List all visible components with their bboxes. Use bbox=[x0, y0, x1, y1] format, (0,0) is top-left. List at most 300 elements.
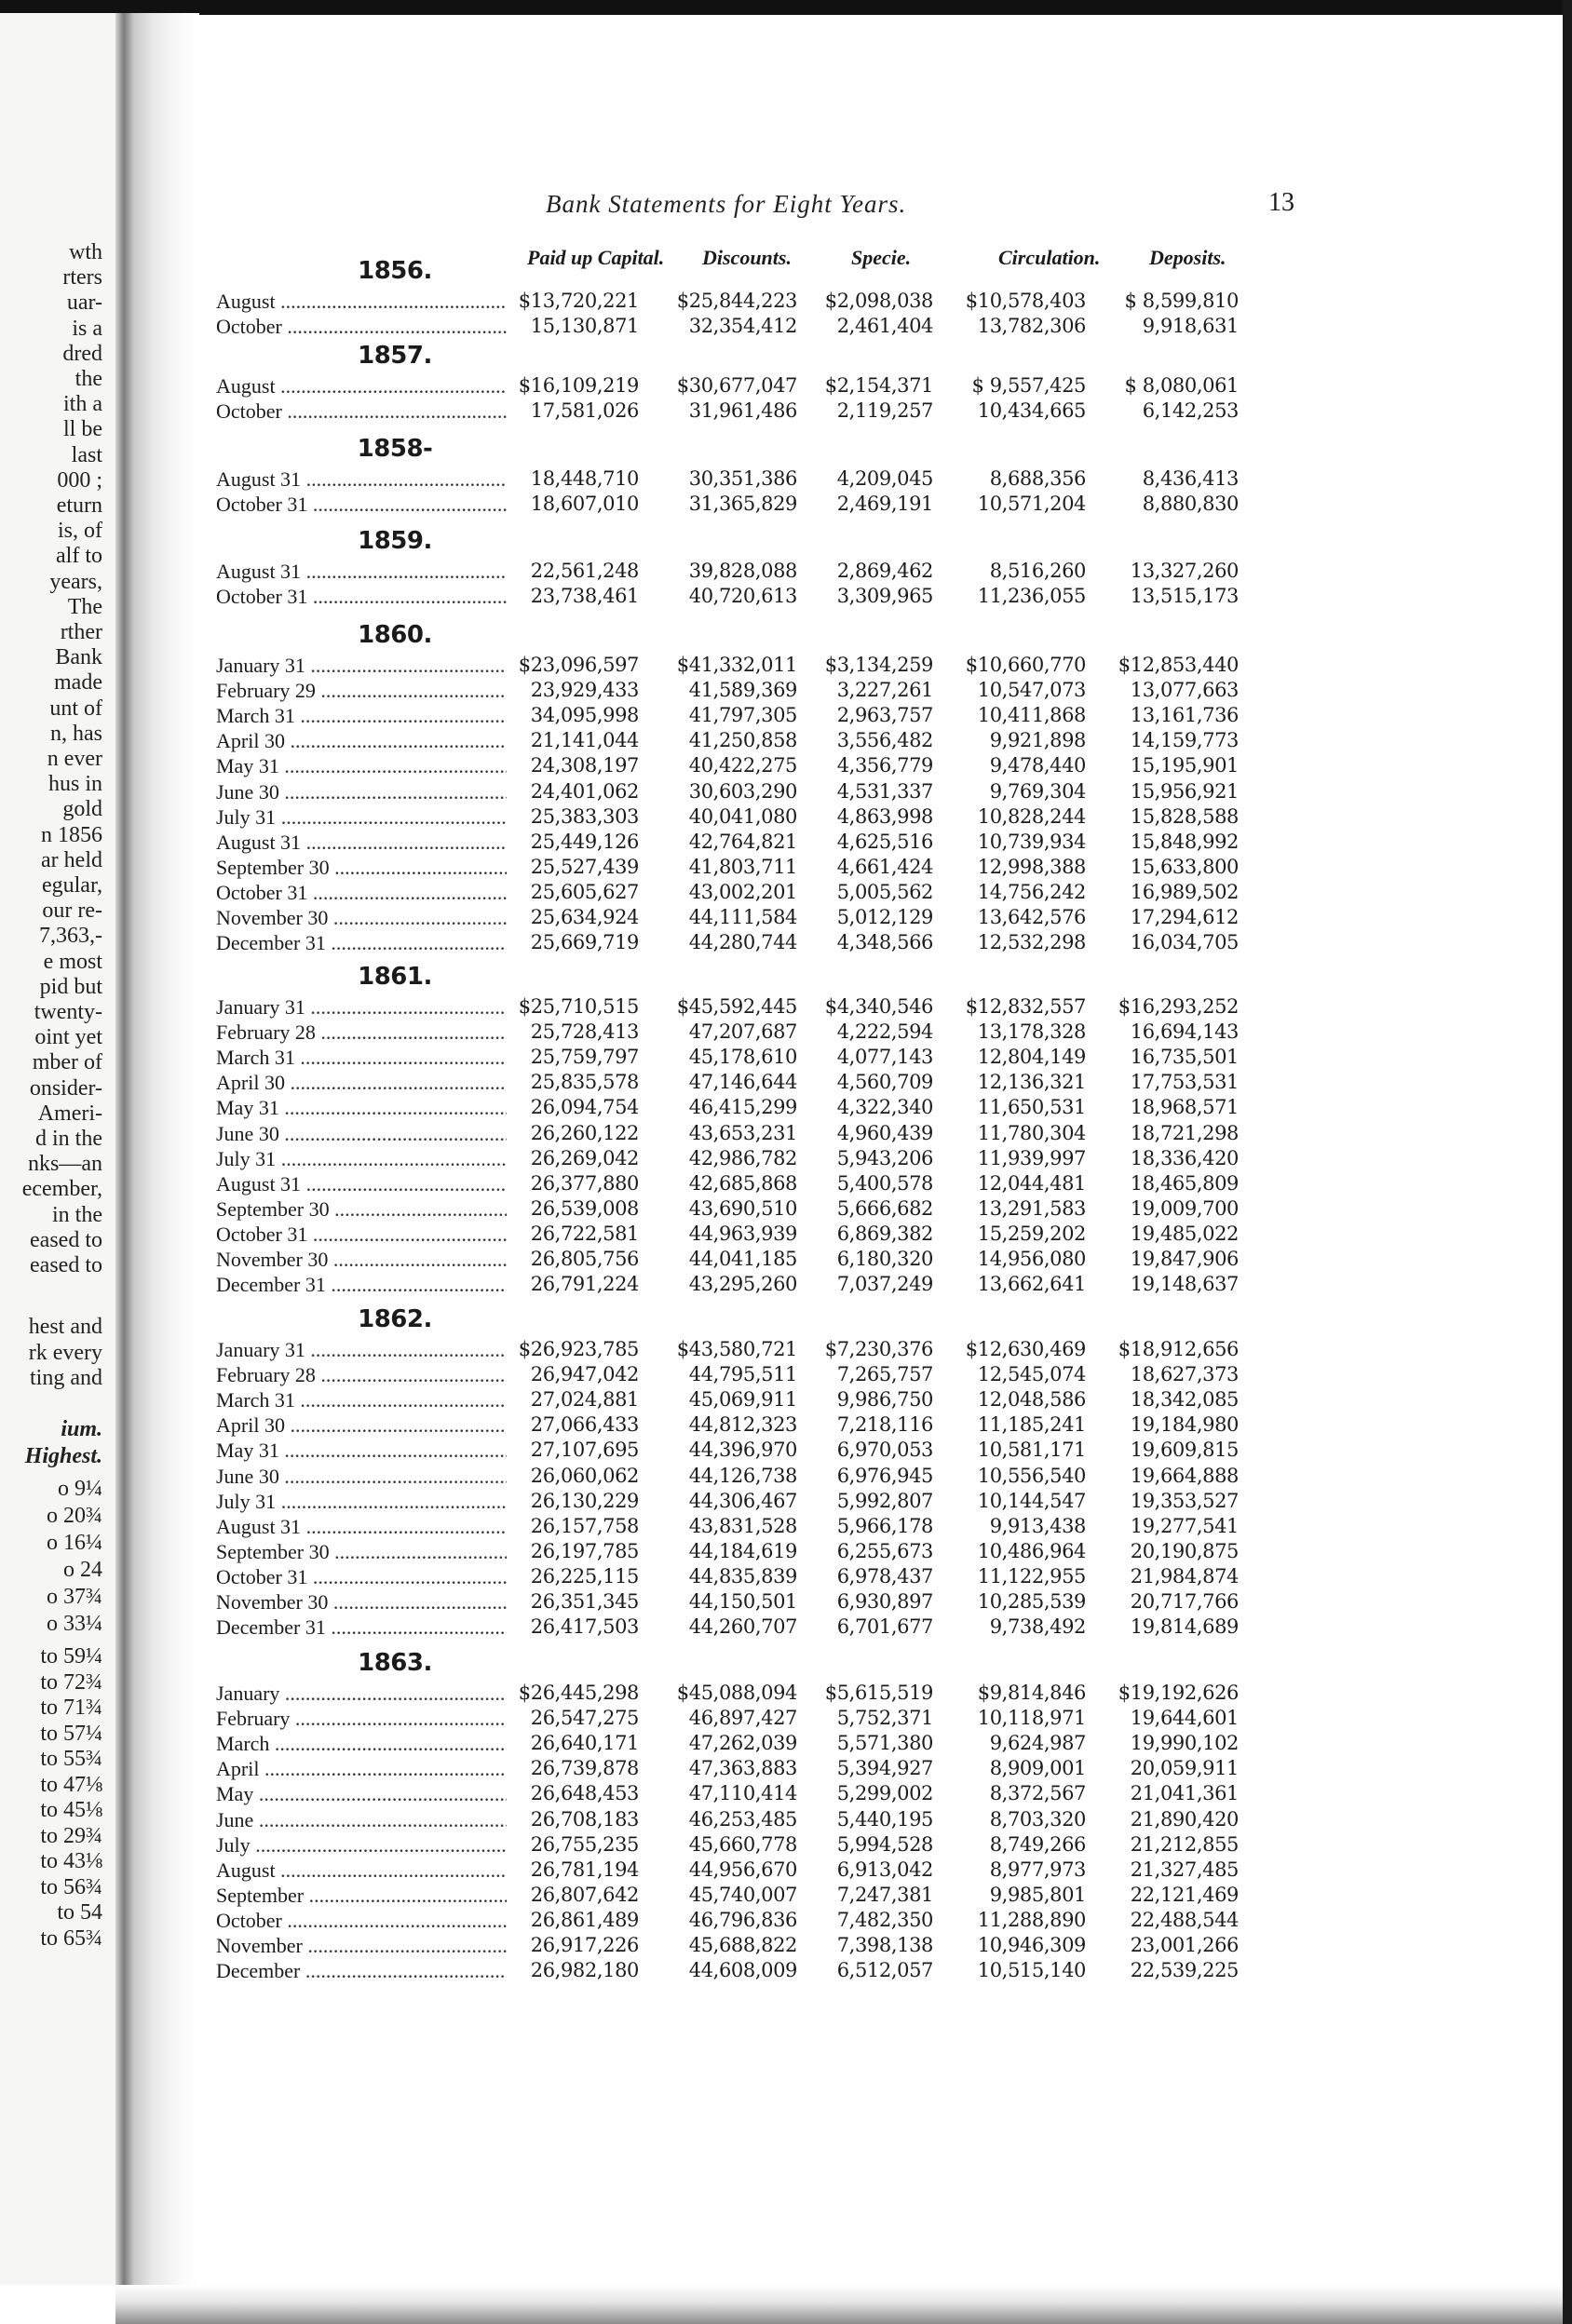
specie-value: 5,005,562 bbox=[836, 880, 933, 903]
facing-page-text: n ever bbox=[47, 747, 102, 771]
capital-value: 26,351,345 bbox=[530, 1590, 639, 1613]
circulation-value: 10,411,868 bbox=[977, 704, 1086, 727]
specie-value: 7,037,249 bbox=[836, 1273, 933, 1296]
row-date-label: May 31 ..... bbox=[216, 1095, 507, 1120]
deposits-value: 18,342,085 bbox=[1130, 1388, 1239, 1412]
specie-value: 2,469,191 bbox=[836, 493, 933, 516]
facing-page-text: oint yet bbox=[34, 1025, 102, 1050]
specie-value: 6,976,945 bbox=[836, 1464, 933, 1487]
table-row bbox=[199, 1337, 1559, 1362]
circulation-value: 12,532,298 bbox=[977, 931, 1086, 954]
circulation-value: 14,756,242 bbox=[977, 880, 1086, 903]
column-header-deposits: Deposits. bbox=[1149, 246, 1226, 269]
deposits-value: 19,664,888 bbox=[1130, 1464, 1239, 1487]
deposits-value: 15,195,901 bbox=[1130, 754, 1239, 777]
capital-value: 25,605,627 bbox=[530, 880, 639, 903]
specie-value: 6,869,382 bbox=[836, 1222, 933, 1245]
circulation-value: 12,804,149 bbox=[977, 1046, 1086, 1069]
table-row bbox=[199, 1883, 1559, 1908]
capital-value: 26,547,275 bbox=[530, 1707, 639, 1730]
specie-value: 7,265,757 bbox=[836, 1363, 933, 1386]
running-title: Bank Statements for Eight Years. bbox=[546, 190, 907, 218]
table-row bbox=[199, 1070, 1559, 1095]
row-date-label: September 30 ..... bbox=[216, 1196, 507, 1222]
facing-page-text: The bbox=[67, 594, 102, 619]
deposits-value: 16,694,143 bbox=[1130, 1020, 1239, 1044]
facing-page-text: o 9¼ bbox=[58, 1477, 102, 1501]
deposits-value: 19,277,541 bbox=[1130, 1514, 1239, 1537]
deposits-value: 13,161,736 bbox=[1130, 704, 1239, 727]
discounts-value: 44,150,501 bbox=[688, 1590, 797, 1613]
capital-value: 26,982,180 bbox=[530, 1959, 639, 1982]
facing-page-text: eased to bbox=[30, 1253, 102, 1277]
deposits-value: 20,717,766 bbox=[1130, 1590, 1239, 1613]
circulation-value: 11,650,531 bbox=[977, 1096, 1086, 1119]
facing-page-text: unt of bbox=[49, 696, 102, 721]
discounts-value: 46,415,299 bbox=[688, 1096, 797, 1119]
capital-value: $25,710,515 bbox=[518, 995, 639, 1018]
deposits-value: 17,753,531 bbox=[1130, 1071, 1239, 1094]
discounts-value: 41,803,711 bbox=[688, 855, 797, 878]
row-date-label: April 30 ..... bbox=[216, 1412, 507, 1438]
row-date-label: August 31 ..... bbox=[216, 1171, 507, 1196]
year-heading: 1860. bbox=[358, 621, 432, 649]
discounts-value: 44,795,511 bbox=[688, 1363, 797, 1386]
row-date-label: March ..... bbox=[216, 1731, 507, 1756]
discounts-value: 39,828,088 bbox=[688, 560, 797, 582]
specie-value: 4,863,998 bbox=[836, 804, 933, 828]
capital-value: $16,109,219 bbox=[518, 374, 639, 397]
discounts-value: 47,207,687 bbox=[688, 1020, 797, 1044]
capital-value: 26,805,756 bbox=[530, 1248, 639, 1270]
row-date-label: October ..... bbox=[216, 1908, 507, 1933]
facing-page-text: rther bbox=[60, 620, 102, 644]
capital-value: 24,401,062 bbox=[530, 779, 639, 803]
discounts-value: 43,002,201 bbox=[688, 880, 797, 903]
column-header-discounts: Discounts. bbox=[702, 246, 792, 269]
discounts-value: 47,146,644 bbox=[688, 1071, 797, 1094]
circulation-value: 8,703,320 bbox=[989, 1807, 1086, 1831]
discounts-value: 44,956,670 bbox=[688, 1858, 797, 1881]
specie-value: 2,119,257 bbox=[836, 399, 933, 423]
deposits-value: 21,327,485 bbox=[1130, 1858, 1239, 1881]
circulation-value: 10,486,964 bbox=[977, 1539, 1086, 1562]
deposits-value: 13,515,173 bbox=[1130, 585, 1239, 608]
table-row bbox=[199, 1514, 1559, 1539]
table-row bbox=[199, 994, 1559, 1020]
row-date-label: March 31 ..... bbox=[216, 1045, 507, 1070]
facing-page-text: mber of bbox=[32, 1050, 102, 1075]
deposits-value: 6,142,253 bbox=[1142, 399, 1239, 423]
deposits-value: 20,059,911 bbox=[1130, 1757, 1239, 1780]
row-date-label: February ..... bbox=[216, 1706, 507, 1731]
specie-value: 6,913,042 bbox=[836, 1858, 933, 1881]
deposits-value: 23,001,266 bbox=[1130, 1934, 1239, 1956]
facing-page-text: eturn bbox=[56, 493, 102, 518]
row-date-label: July ..... bbox=[216, 1832, 507, 1858]
capital-value: $13,720,221 bbox=[518, 290, 639, 312]
deposits-value: $16,293,252 bbox=[1118, 995, 1239, 1018]
table-row bbox=[199, 703, 1559, 728]
discounts-value: 41,797,305 bbox=[688, 704, 797, 727]
facing-page-text: years, bbox=[49, 569, 102, 594]
row-date-label: August 31 ..... bbox=[216, 466, 507, 492]
deposits-value: 15,828,588 bbox=[1130, 804, 1239, 828]
row-date-label: October 31 ..... bbox=[216, 1564, 507, 1589]
table-row bbox=[199, 1933, 1559, 1958]
discounts-value: 45,178,610 bbox=[688, 1046, 797, 1069]
discounts-value: 43,295,260 bbox=[688, 1273, 797, 1296]
capital-value: 26,130,229 bbox=[530, 1489, 639, 1512]
capital-value: 25,449,126 bbox=[530, 830, 639, 853]
specie-value: 4,348,566 bbox=[836, 931, 933, 954]
table-row bbox=[199, 1731, 1559, 1756]
discounts-value: 47,262,039 bbox=[688, 1732, 797, 1755]
table-row bbox=[199, 1706, 1559, 1731]
circulation-value: 10,515,140 bbox=[977, 1959, 1086, 1982]
specie-value: 3,309,965 bbox=[836, 585, 933, 608]
table-row bbox=[199, 1196, 1559, 1222]
facing-page-text: ium. bbox=[61, 1417, 102, 1441]
specie-value: 5,400,578 bbox=[836, 1171, 933, 1195]
facing-page-text: ll be bbox=[63, 417, 102, 442]
table-row bbox=[199, 678, 1559, 703]
deposits-value: 21,212,855 bbox=[1130, 1832, 1239, 1856]
capital-value: 26,947,042 bbox=[530, 1363, 639, 1386]
circulation-value: 13,291,583 bbox=[977, 1196, 1086, 1220]
facing-page-text: nks—an bbox=[28, 1152, 102, 1177]
table-row bbox=[199, 1146, 1559, 1171]
table-row bbox=[199, 1539, 1559, 1564]
circulation-value: 11,288,890 bbox=[977, 1908, 1086, 1931]
capital-value: 25,759,797 bbox=[530, 1046, 639, 1069]
row-date-label: May ..... bbox=[216, 1781, 507, 1806]
capital-value: 26,781,194 bbox=[530, 1858, 639, 1881]
row-date-label: October ..... bbox=[216, 314, 507, 339]
row-date-label: November ..... bbox=[216, 1933, 507, 1958]
capital-value: 22,561,248 bbox=[530, 560, 639, 582]
discounts-value: 31,961,486 bbox=[688, 399, 797, 423]
table-row bbox=[199, 905, 1559, 930]
circulation-value: $12,630,469 bbox=[965, 1338, 1086, 1360]
circulation-value: 10,556,540 bbox=[977, 1464, 1086, 1487]
facing-page-text: to 45⅛ bbox=[40, 1798, 102, 1822]
row-date-label: October 31 ..... bbox=[216, 880, 507, 905]
deposits-value: $ 8,599,810 bbox=[1124, 290, 1239, 312]
specie-value: 6,978,437 bbox=[836, 1564, 933, 1588]
discounts-value: 45,069,911 bbox=[688, 1388, 797, 1412]
facing-page-text: rters bbox=[62, 265, 102, 290]
table-row bbox=[199, 1589, 1559, 1615]
facing-page-text: to 59¼ bbox=[40, 1644, 102, 1669]
column-header-specie: Specie. bbox=[851, 246, 912, 269]
deposits-value: 18,627,373 bbox=[1130, 1363, 1239, 1386]
row-date-label: January 31 ..... bbox=[216, 653, 507, 678]
table-row bbox=[199, 1412, 1559, 1438]
discounts-value: 42,764,821 bbox=[688, 830, 797, 853]
discounts-value: 47,110,414 bbox=[688, 1782, 797, 1805]
specie-value: 4,531,337 bbox=[836, 779, 933, 803]
circulation-value: 9,921,898 bbox=[989, 729, 1086, 752]
circulation-value: $10,578,403 bbox=[965, 290, 1086, 312]
table-row bbox=[199, 1756, 1559, 1781]
circulation-value: 9,738,492 bbox=[989, 1615, 1086, 1639]
deposits-value: 19,644,601 bbox=[1130, 1707, 1239, 1730]
specie-value: $2,154,371 bbox=[824, 374, 933, 397]
circulation-value: 10,828,244 bbox=[977, 804, 1086, 828]
facing-page-text: to 54 bbox=[57, 1900, 102, 1925]
circulation-value: 10,571,204 bbox=[977, 493, 1086, 516]
deposits-value: 14,159,773 bbox=[1130, 729, 1239, 752]
capital-value: 26,708,183 bbox=[530, 1807, 639, 1831]
discounts-value: 46,253,485 bbox=[688, 1807, 797, 1831]
discounts-value: 44,184,619 bbox=[688, 1539, 797, 1562]
specie-value: 4,077,143 bbox=[836, 1046, 933, 1069]
table-row bbox=[199, 584, 1559, 609]
row-date-label: March 31 ..... bbox=[216, 1387, 507, 1412]
table-row bbox=[199, 753, 1559, 778]
deposits-value: 16,989,502 bbox=[1130, 880, 1239, 903]
circulation-value: 12,998,388 bbox=[977, 855, 1086, 878]
specie-value: $4,340,546 bbox=[824, 995, 933, 1018]
facing-page-text: Highest. bbox=[24, 1444, 102, 1468]
row-date-label: August 31 ..... bbox=[216, 559, 507, 584]
capital-value: 25,634,924 bbox=[530, 906, 639, 928]
capital-value: 23,738,461 bbox=[530, 585, 639, 608]
discounts-value: 46,796,836 bbox=[688, 1908, 797, 1931]
deposits-value: 19,847,906 bbox=[1130, 1248, 1239, 1270]
row-date-label: July 31 ..... bbox=[216, 804, 507, 830]
table-row bbox=[199, 1464, 1559, 1489]
table-row bbox=[199, 779, 1559, 804]
year-heading: 1863. bbox=[358, 1649, 432, 1677]
table-row bbox=[199, 1222, 1559, 1247]
facing-page-text: pid but bbox=[39, 974, 102, 999]
circulation-value: 10,434,665 bbox=[977, 399, 1086, 423]
circulation-value: 10,739,934 bbox=[977, 830, 1086, 853]
specie-value: 4,661,424 bbox=[836, 855, 933, 878]
capital-value: 26,539,008 bbox=[530, 1196, 639, 1220]
capital-value: 21,141,044 bbox=[530, 729, 639, 752]
year-heading: 1857. bbox=[358, 342, 432, 370]
specie-value: 5,992,807 bbox=[836, 1489, 933, 1512]
discounts-value: $45,088,094 bbox=[676, 1682, 797, 1704]
circulation-value: $9,814,846 bbox=[977, 1682, 1086, 1704]
facing-page-text: to 47⅛ bbox=[40, 1772, 102, 1797]
deposits-value: 15,848,992 bbox=[1130, 830, 1239, 853]
circulation-value: 8,688,356 bbox=[989, 467, 1086, 490]
circulation-value: 11,939,997 bbox=[977, 1146, 1086, 1169]
deposits-value: $18,912,656 bbox=[1118, 1338, 1239, 1360]
deposits-value: 21,041,361 bbox=[1130, 1782, 1239, 1805]
year-heading: 1861. bbox=[358, 963, 432, 991]
circulation-value: $10,660,770 bbox=[965, 654, 1086, 676]
deposits-value: 19,485,022 bbox=[1130, 1222, 1239, 1245]
row-date-label: June 30 ..... bbox=[216, 779, 507, 804]
facing-page-text: to 43⅛ bbox=[40, 1849, 102, 1873]
year-heading: 1858- bbox=[357, 435, 433, 463]
table-row bbox=[199, 1387, 1559, 1412]
circulation-value: 9,624,987 bbox=[989, 1732, 1086, 1755]
facing-page-text: is, of bbox=[58, 519, 102, 544]
facing-page-text: dred bbox=[62, 341, 102, 366]
facing-page-text: wth bbox=[69, 240, 102, 264]
facing-page-fragment bbox=[0, 13, 116, 2285]
table-row bbox=[199, 1020, 1559, 1045]
deposits-value: $12,853,440 bbox=[1118, 654, 1239, 676]
facing-page-text: ecember, bbox=[21, 1177, 102, 1202]
discounts-value: $41,332,011 bbox=[676, 654, 797, 676]
row-date-label: January ..... bbox=[216, 1681, 507, 1706]
facing-page-text: is a bbox=[72, 316, 102, 341]
circulation-value: 12,136,321 bbox=[977, 1071, 1086, 1094]
capital-value: $26,445,298 bbox=[518, 1682, 639, 1704]
capital-value: 26,157,758 bbox=[530, 1514, 639, 1537]
specie-value: 5,994,528 bbox=[836, 1832, 933, 1856]
circulation-value: 10,581,171 bbox=[977, 1439, 1086, 1462]
discounts-value: 42,986,782 bbox=[688, 1146, 797, 1169]
table-row bbox=[199, 1858, 1559, 1883]
capital-value: 26,791,224 bbox=[530, 1273, 639, 1296]
specie-value: 3,556,482 bbox=[836, 729, 933, 752]
facing-page-text: o 33¼ bbox=[47, 1612, 102, 1636]
circulation-value: 14,956,080 bbox=[977, 1248, 1086, 1270]
specie-value: 5,966,178 bbox=[836, 1514, 933, 1537]
capital-value: 15,130,871 bbox=[530, 315, 639, 338]
row-date-label: July 31 ..... bbox=[216, 1146, 507, 1171]
discounts-value: 44,963,939 bbox=[688, 1222, 797, 1245]
circulation-value: 11,185,241 bbox=[977, 1413, 1086, 1437]
table-row bbox=[199, 289, 1559, 314]
facing-page-text: last bbox=[71, 442, 102, 467]
facing-page-text: ting and bbox=[30, 1366, 102, 1390]
facing-page-text: eased to bbox=[30, 1227, 102, 1252]
discounts-value: 30,351,386 bbox=[688, 467, 797, 490]
specie-value: 5,299,002 bbox=[836, 1782, 933, 1805]
specie-value: 7,247,381 bbox=[836, 1883, 933, 1906]
table-row bbox=[199, 492, 1559, 517]
row-date-label: September ..... bbox=[216, 1883, 507, 1908]
row-date-label: July 31 ..... bbox=[216, 1489, 507, 1514]
capital-value: 26,417,503 bbox=[530, 1615, 639, 1639]
circulation-value: $12,832,557 bbox=[965, 995, 1086, 1018]
row-date-label: June ..... bbox=[216, 1807, 507, 1832]
discounts-value: 45,660,778 bbox=[688, 1832, 797, 1856]
row-date-label: November 30 ..... bbox=[216, 1247, 507, 1272]
discounts-value: 32,354,412 bbox=[688, 315, 797, 338]
scan-right-edge bbox=[1563, 0, 1572, 2324]
facing-page-text: n 1856 bbox=[41, 822, 102, 847]
book-page bbox=[199, 13, 1559, 2248]
capital-value: $26,923,785 bbox=[518, 1338, 639, 1360]
deposits-value: 18,721,298 bbox=[1130, 1121, 1239, 1144]
circulation-value: 11,780,304 bbox=[977, 1121, 1086, 1144]
specie-value: 6,930,897 bbox=[836, 1590, 933, 1613]
table-row bbox=[199, 855, 1559, 880]
discounts-value: 41,589,369 bbox=[688, 679, 797, 702]
facing-page-text: Ameri- bbox=[37, 1101, 102, 1126]
facing-page-text: d in the bbox=[35, 1127, 102, 1151]
row-date-label: August 31 ..... bbox=[216, 830, 507, 855]
circulation-value: 8,977,973 bbox=[989, 1858, 1086, 1881]
row-date-label: October 31 ..... bbox=[216, 1222, 507, 1247]
circulation-value: 8,372,567 bbox=[989, 1782, 1086, 1805]
facing-page-text: uar- bbox=[66, 290, 102, 316]
discounts-value: $45,592,445 bbox=[676, 995, 797, 1018]
row-date-label: February 28 ..... bbox=[216, 1020, 507, 1045]
deposits-value: $19,192,626 bbox=[1118, 1682, 1239, 1704]
circulation-value: 9,985,801 bbox=[989, 1883, 1086, 1906]
page-number: 13 bbox=[1268, 188, 1294, 217]
discounts-value: 44,041,185 bbox=[688, 1248, 797, 1270]
deposits-value: 22,488,544 bbox=[1130, 1908, 1239, 1931]
table-row bbox=[199, 1362, 1559, 1387]
discounts-value: 47,363,883 bbox=[688, 1757, 797, 1780]
specie-value: 2,869,462 bbox=[836, 560, 933, 582]
row-date-label: August ..... bbox=[216, 289, 507, 314]
deposits-value: 19,814,689 bbox=[1130, 1615, 1239, 1639]
row-date-label: February 28 ..... bbox=[216, 1362, 507, 1387]
year-heading: 1859. bbox=[358, 527, 432, 555]
circulation-value: $ 9,557,425 bbox=[971, 374, 1086, 397]
facing-page-text: o 24 bbox=[63, 1558, 102, 1582]
specie-value: 6,970,053 bbox=[836, 1439, 933, 1462]
deposits-value: 19,009,700 bbox=[1130, 1196, 1239, 1220]
facing-page-text: egular, bbox=[41, 873, 102, 898]
discounts-value: $30,677,047 bbox=[676, 374, 797, 397]
deposits-value: $ 8,080,061 bbox=[1124, 374, 1239, 397]
row-date-label: December 31 ..... bbox=[216, 1615, 507, 1640]
circulation-value: 13,642,576 bbox=[977, 906, 1086, 928]
row-date-label: December 31 ..... bbox=[216, 930, 507, 955]
capital-value: 26,269,042 bbox=[530, 1146, 639, 1169]
facing-page-text: in the bbox=[52, 1202, 102, 1227]
specie-value: 4,209,045 bbox=[836, 467, 933, 490]
table-row bbox=[199, 314, 1559, 339]
row-date-label: December 31 ..... bbox=[216, 1272, 507, 1297]
discounts-value: 43,653,231 bbox=[688, 1121, 797, 1144]
capital-value: 18,448,710 bbox=[530, 467, 639, 490]
specie-value: 5,943,206 bbox=[836, 1146, 933, 1169]
facing-page-text: to 72¾ bbox=[40, 1669, 102, 1695]
table-row bbox=[199, 1095, 1559, 1120]
discounts-value: 44,812,323 bbox=[688, 1413, 797, 1437]
circulation-value: 8,516,260 bbox=[989, 560, 1086, 582]
capital-value: 25,728,413 bbox=[530, 1020, 639, 1044]
discounts-value: 44,306,467 bbox=[688, 1489, 797, 1512]
capital-value: 27,066,433 bbox=[530, 1413, 639, 1437]
circulation-value: 10,946,309 bbox=[977, 1934, 1086, 1956]
capital-value: 26,755,235 bbox=[530, 1832, 639, 1856]
capital-value: 26,917,226 bbox=[530, 1934, 639, 1956]
specie-value: 5,752,371 bbox=[836, 1707, 933, 1730]
discounts-value: 45,688,822 bbox=[688, 1934, 797, 1956]
row-date-label: September 30 ..... bbox=[216, 855, 507, 880]
capital-value: 26,377,880 bbox=[530, 1171, 639, 1195]
row-date-label: November 30 ..... bbox=[216, 905, 507, 930]
deposits-value: 16,735,501 bbox=[1130, 1046, 1239, 1069]
table-row bbox=[199, 930, 1559, 955]
table-row bbox=[199, 1958, 1559, 1983]
deposits-value: 20,190,875 bbox=[1130, 1539, 1239, 1562]
table-row bbox=[199, 728, 1559, 753]
specie-value: $2,098,038 bbox=[824, 290, 933, 312]
specie-value: 6,512,057 bbox=[836, 1959, 933, 1982]
circulation-value: 15,259,202 bbox=[977, 1222, 1086, 1245]
capital-value: 27,024,881 bbox=[530, 1388, 639, 1412]
page-bottom-shadow bbox=[115, 2285, 1572, 2324]
deposits-value: 15,633,800 bbox=[1130, 855, 1239, 878]
